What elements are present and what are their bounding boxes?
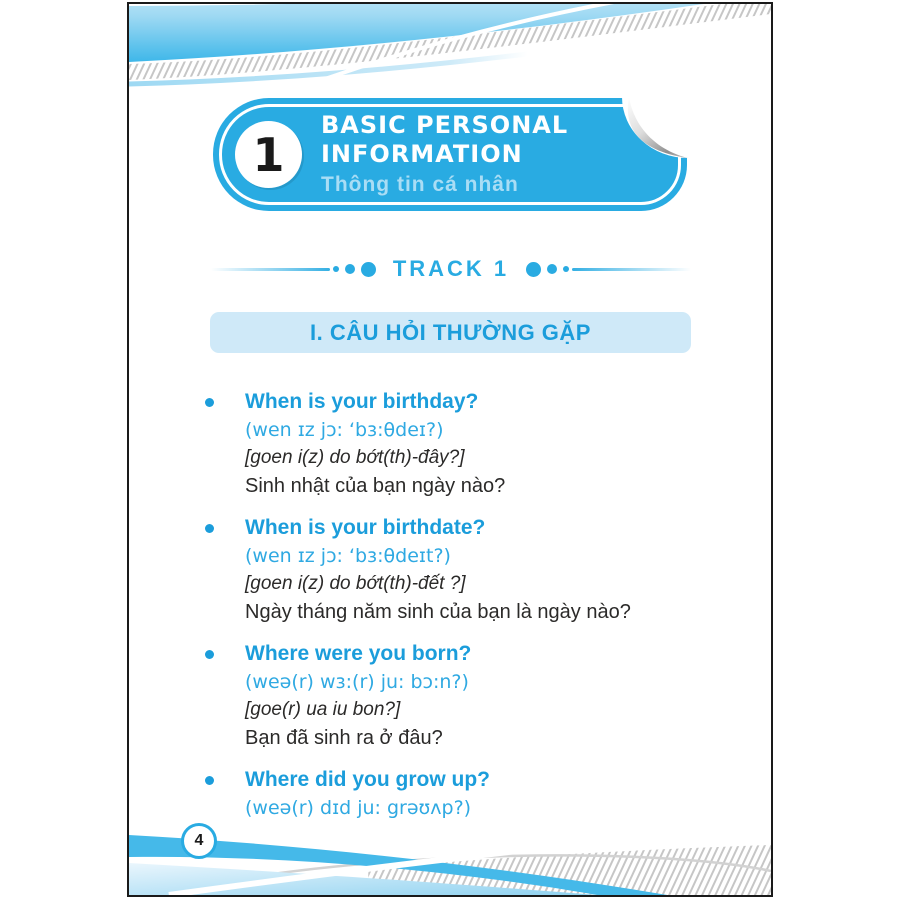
track-dot [333,266,339,272]
unit-title-line2: INFORMATION [321,140,523,168]
page-number: 4 [194,832,204,849]
book-page [127,2,773,897]
ipa-text: (weə(r) dɪd ju: grəʊʌp?) [245,797,472,819]
unit-number-circle [235,121,302,188]
qa-item [205,514,731,626]
qa-item [205,388,731,500]
question-text: Where were you born? [245,642,472,665]
unit-number: 1 [252,127,285,182]
bullet-icon [205,524,214,533]
viet-phonetic-text: [goen i(z) do bớt(th)-đết ?] [245,573,466,594]
question-text: When is your birthday? [245,390,479,413]
unit-title-line1: BASIC PERSONAL [321,111,569,139]
divider-line [572,268,691,271]
top-wave-decoration [129,4,771,96]
bullet-icon [205,650,214,659]
qa-item [205,640,731,752]
track-dot [547,264,557,274]
track-dot [563,266,569,272]
qa-item [205,766,731,822]
track-label: TRACK 1 [392,256,510,281]
track-dot [526,262,541,277]
track-dot [361,262,376,277]
section-banner [210,312,691,353]
ipa-text: (weə(r) wɜ:(r) ju: bɔ:n?) [245,671,469,693]
page-number-badge [181,823,217,859]
bottom-wave-decoration [129,829,771,895]
track-divider [211,256,691,282]
viet-phonetic-text: [goen i(z) do bớt(th)-đây?] [245,447,465,468]
unit-badge [213,98,687,211]
divider-line [211,268,330,271]
translation-text: Ngày tháng năm sinh của bạn là ngày nào? [245,601,631,623]
ipa-text: (wen ɪz jɔ: ‘bɜ:θdeɪt?) [245,545,451,567]
ipa-text: (wen ɪz jɔ: ‘bɜ:θdeɪ?) [245,419,444,441]
viet-phonetic-text: [goe(r) ua iu bon?] [245,699,401,720]
section-title: I. CÂU HỎI THƯỜNG GẶP [310,319,591,345]
page-curl-icon [622,97,688,158]
translation-text: Sinh nhật của bạn ngày nào? [245,475,506,497]
unit-subtitle-vietnamese: Thông tin cá nhân [321,173,519,196]
translation-text: Bạn đã sinh ra ở đâu? [245,727,443,749]
question-text: Where did you grow up? [245,768,490,791]
qa-list [129,388,771,836]
question-text: When is your birthdate? [245,516,486,539]
track-dot [345,264,355,274]
bullet-icon [205,776,214,785]
bullet-icon [205,398,214,407]
